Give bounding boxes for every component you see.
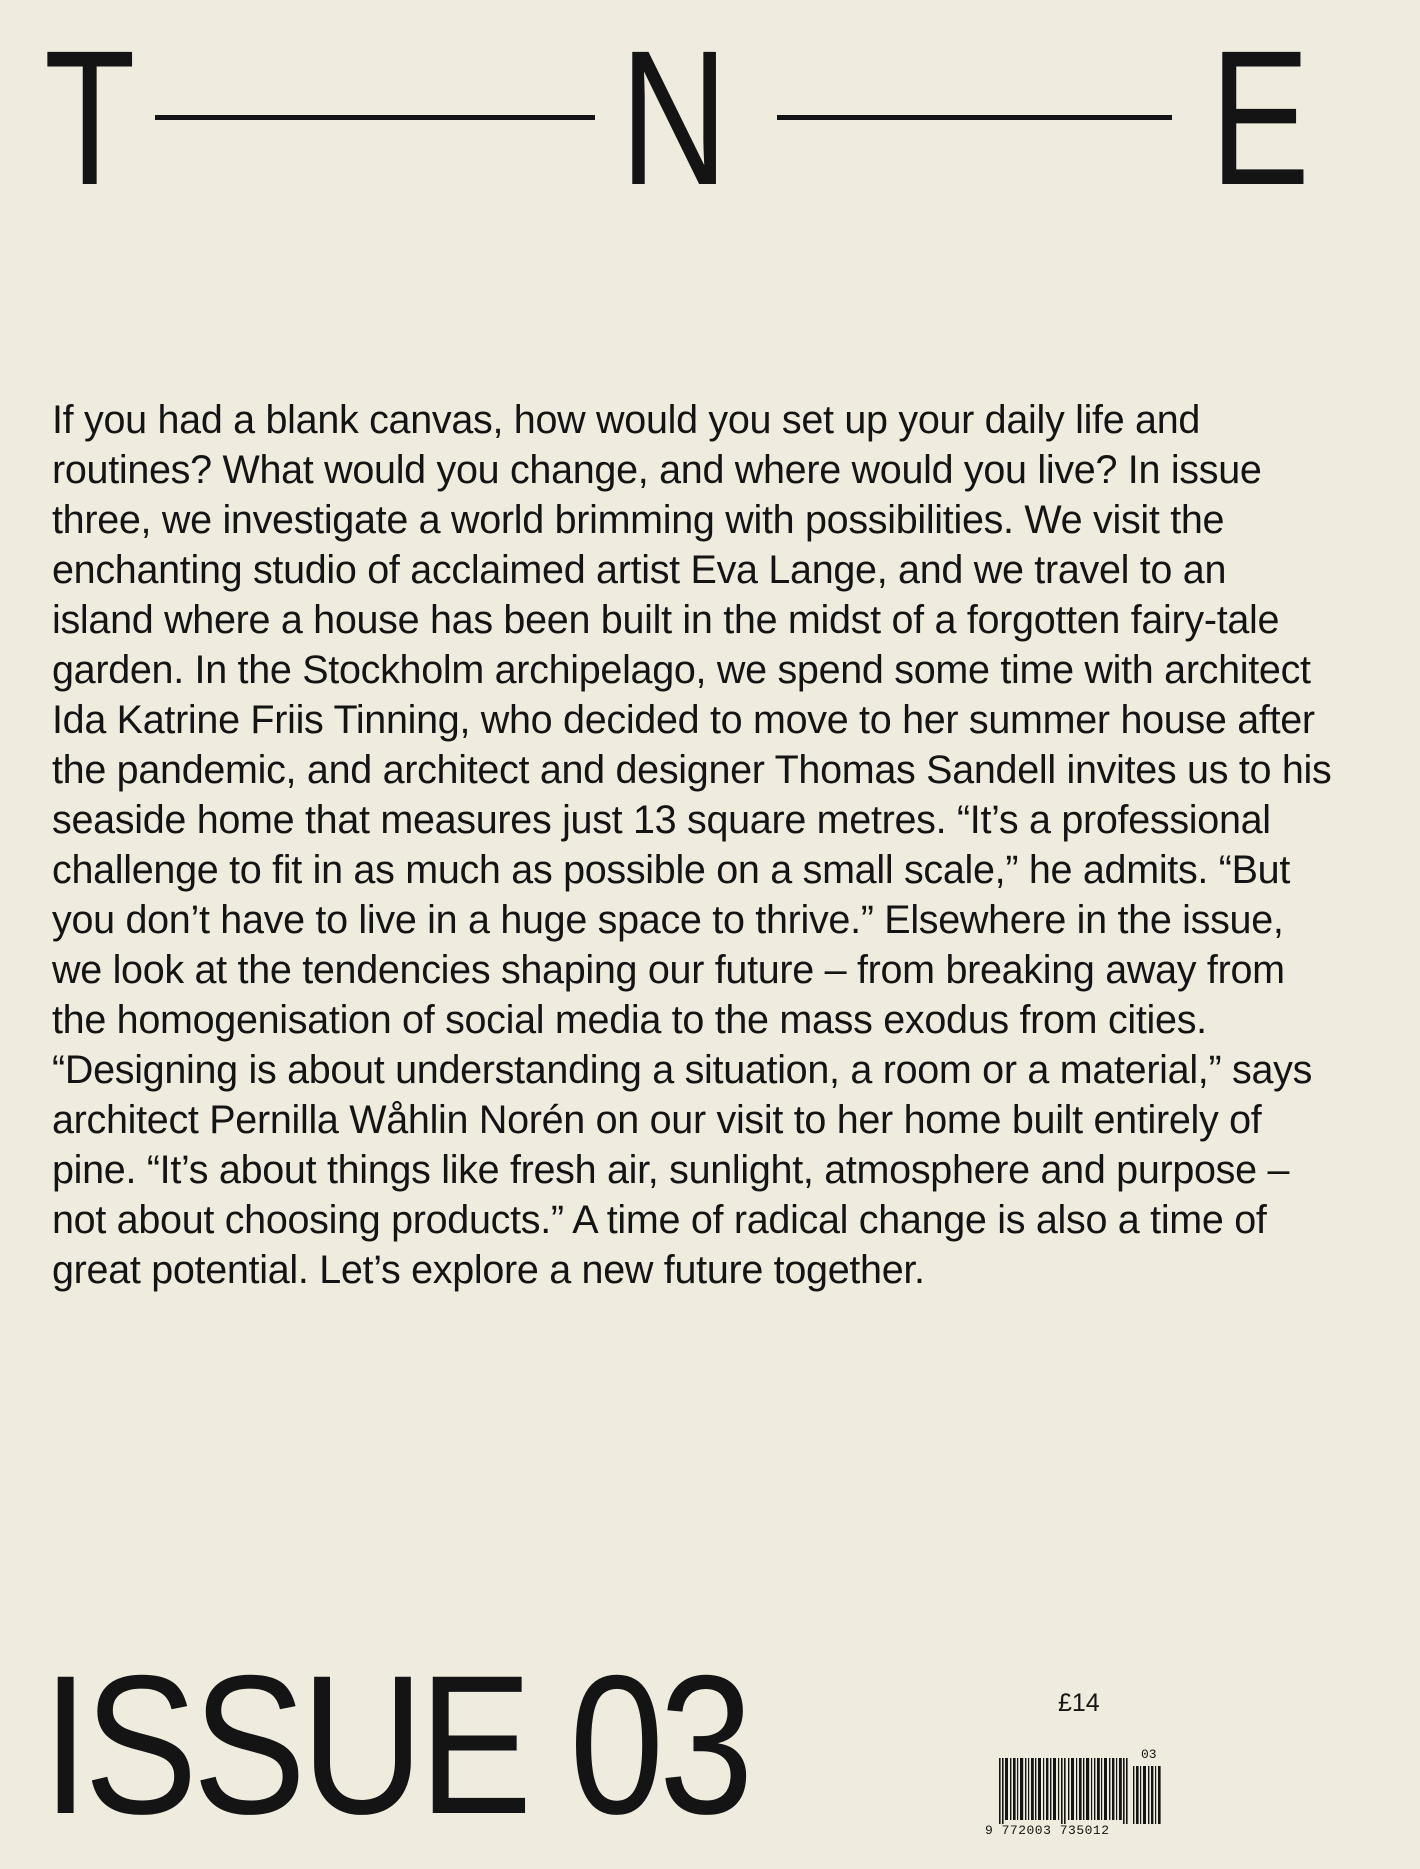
- barcode-addon-number: 03: [1141, 1747, 1157, 1762]
- masthead-rule-right: [777, 115, 1172, 120]
- masthead-letter-e: E: [1210, 10, 1310, 225]
- masthead: [44, 10, 1324, 225]
- masthead-rule-left: [155, 115, 595, 120]
- intro-paragraph: If you had a blank canvas, how would you set up your daily life and routines? What would you change, and where would you live? In issue three, we investigate a world brimming with possibilities. We visit the enchanting studio of acclaimed artist Eva Lange, and we travel to an island where a house has been built in the midst of a forgotten fairy-tale garden. In the Stockholm archipelago, we spend some time with architect Ida Katrine Friis Tinning, who decided to move to her summer house after the pandemic, and architect and designer Thomas Sandell invites us to his seaside home that measures just 13 square metres. “It’s a professional challenge to fit in as much as possible on a small scale,” he admits. “But you don’t have to live in a huge space to thrive.” Elsewhere in the issue, we look at the tendencies shaping our future – from breaking away from the homogenisation of social media to the mass exodus from cities. “Designing is about understanding a situation, a room or a material,” says architect Pernilla Wåhlin Norén on our visit to her home built entirely of pine. “It’s about things like fresh air, sunlight, atmosphere and purpose – not about choosing products.” A time of radical change is also a time of great potential. Let’s explore a new future together.: [52, 398, 1332, 1292]
- barcode-number: 9 772003 735012: [985, 1823, 1110, 1838]
- price-label: £14: [1058, 1689, 1100, 1717]
- barcode-bars: [985, 1748, 1163, 1824]
- barcode: [985, 1748, 1163, 1840]
- masthead-letter-n: N: [620, 10, 729, 225]
- masthead-letter-t: T: [44, 10, 136, 225]
- issue-number: ISSUE 03: [42, 1634, 749, 1855]
